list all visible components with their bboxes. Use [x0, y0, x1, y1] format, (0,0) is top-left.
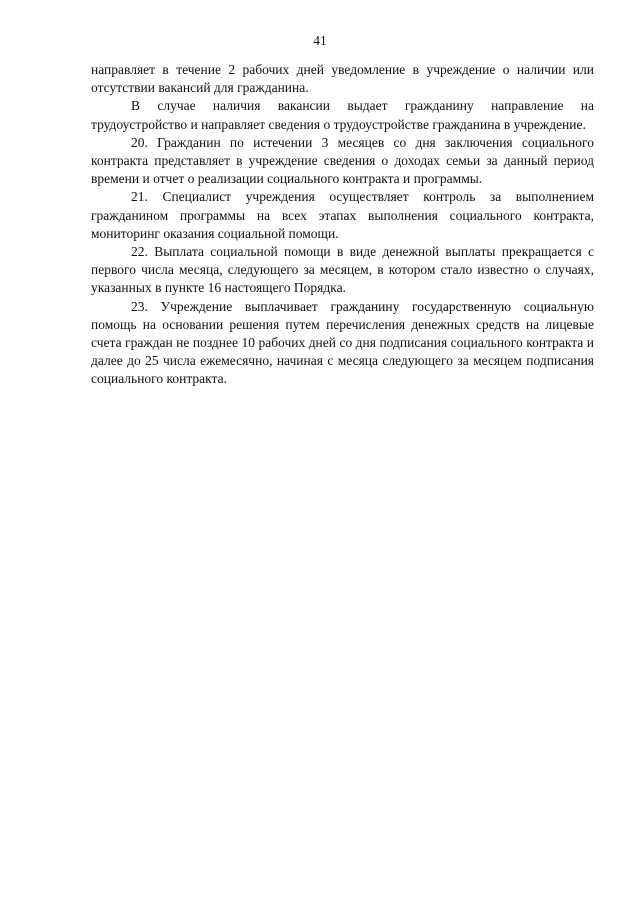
paragraph-item-20: 20. Гражданин по истечении 3 месяцев со дня заключения социального контракта представляет в учреждение сведения о доходах семьи за данный период времени и отчет о реализации социального контракта и программы. [91, 134, 594, 187]
paragraph-employment-referral: В случае наличия вакансии выдает гражданину направление на трудоустройство и направляет сведения о трудоустройстве гражданина в учреждение. [91, 98, 594, 132]
paragraph-item-21: 21. Специалист учреждения осуществляет контроль за выполнением гражданином программы на всех этапах выполнения социального контракта, мониторинг оказания социальной помощи. [91, 189, 594, 241]
paragraph-item-22: 22. Выплата социальной помощи в виде денежной выплаты прекращается с первого числа месяца, следующего за месяцем, в котором стало известно о случаях, указанных в пункте 16 настоящего Порядка. [91, 244, 594, 296]
paragraph-item-23: 23. Учреждение выплачивает гражданину государственную социальную помощь на основании решения путем перечисления денежных средств на лицевые счета граждан не позднее 10 рабочих дней со дня подписания социального контракта и далее до 25 числа ежемесячно, начиная с месяца следующего за месяцем подписания социального контракта. [91, 298, 594, 387]
page-number: 41 [313, 33, 327, 48]
paragraph-vacancy-notice: направляет в течение 2 рабочих дней уведомление в учреждение о наличии или отсутствии вакансий для гражданина. [91, 62, 594, 96]
document-body [91, 61, 594, 389]
